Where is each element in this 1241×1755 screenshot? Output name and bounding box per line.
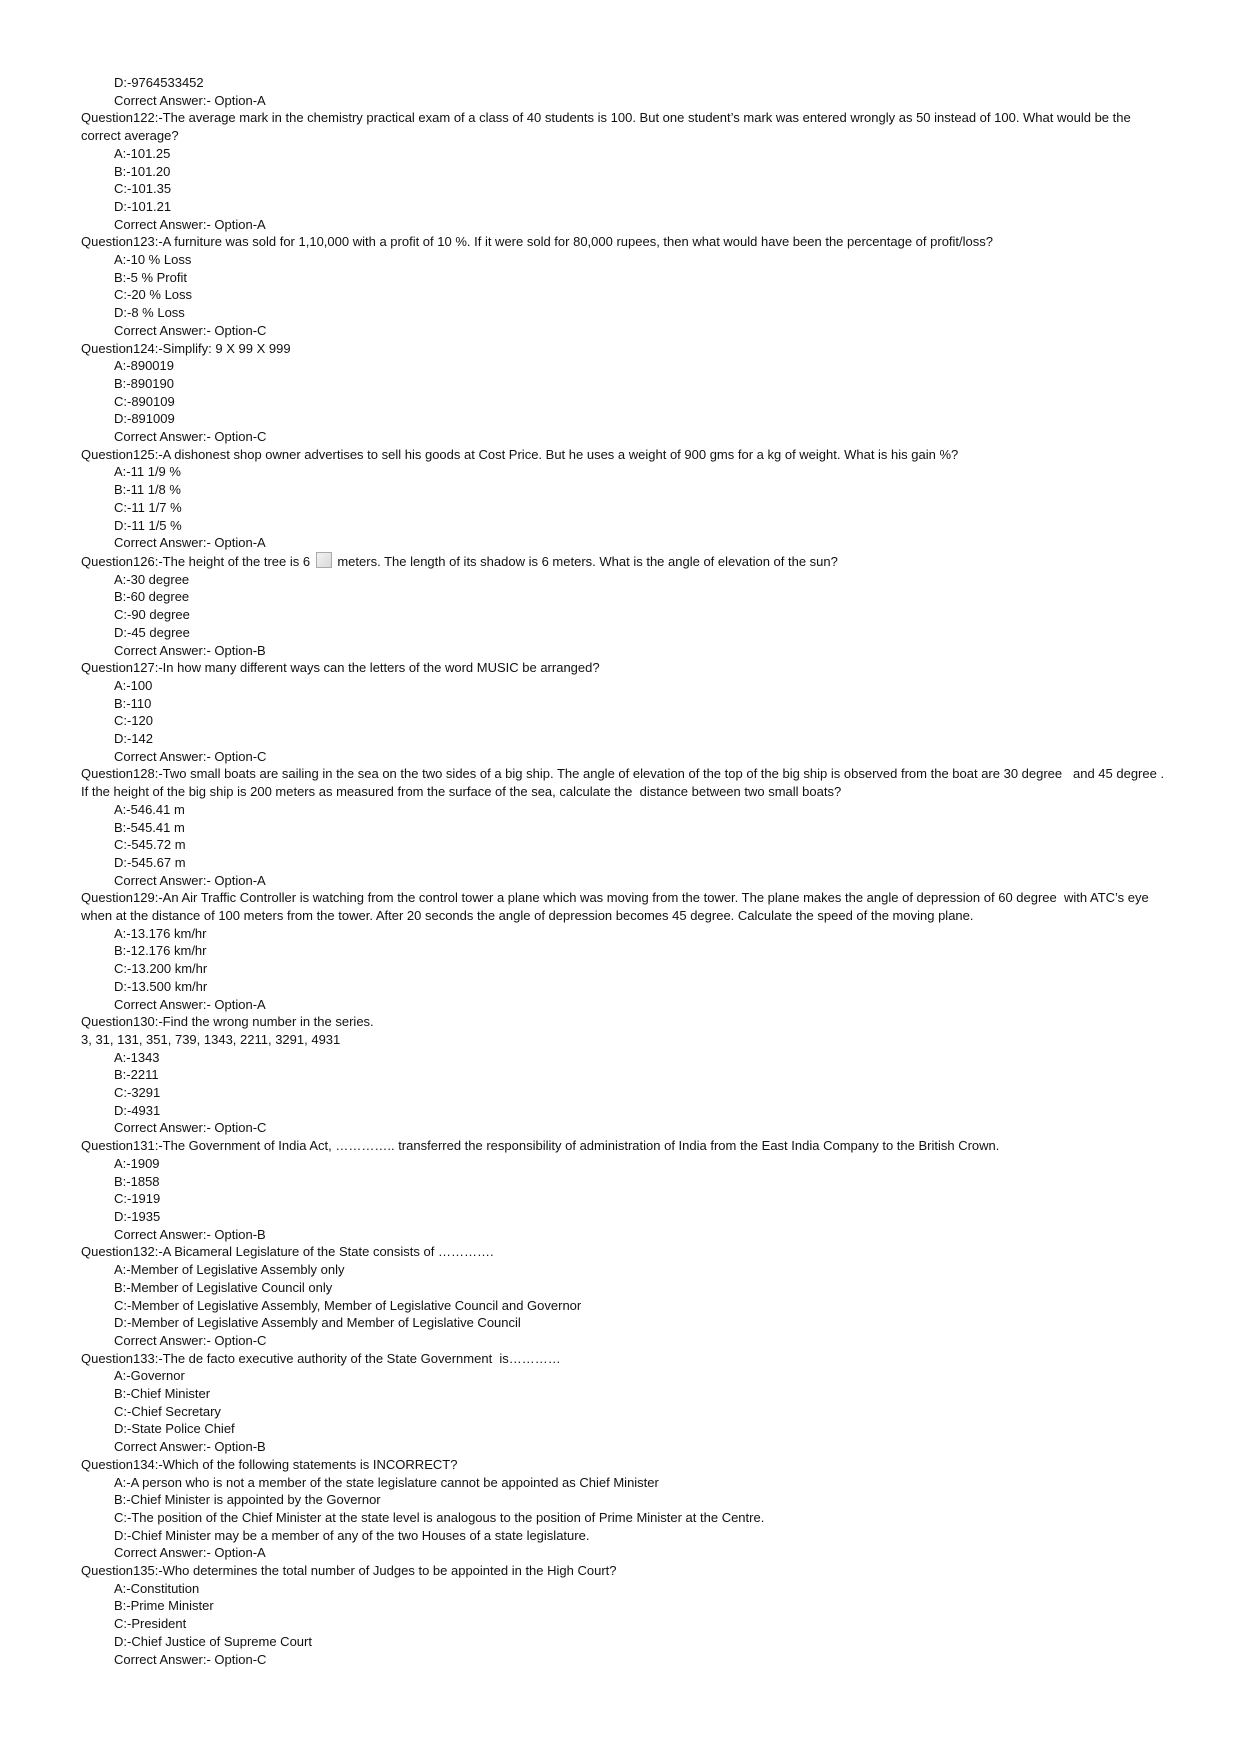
answer-option: A:-Member of Legislative Assembly only [114, 1262, 345, 1278]
answer-option: C:-545.72 m [114, 837, 186, 853]
answer-option: C:-101.35 [114, 181, 172, 197]
embedded-image-icon [316, 552, 332, 568]
answer-option: B:-101.20 [114, 163, 171, 179]
answer-option: D:-1935 [114, 1209, 161, 1224]
answer-option: B:-545.41 m [114, 819, 185, 835]
answer-option: A:-100 [114, 677, 153, 693]
questions-container [81, 109, 1171, 1668]
correct-answer: Correct Answer:- Option-C [114, 1120, 267, 1136]
question-block [81, 1013, 1171, 1137]
answer-option: D:-13.500 km/hr [114, 978, 208, 994]
question-block [81, 1137, 1171, 1243]
question-list [81, 74, 1171, 1668]
correct-answer: Correct Answer:- Option-C [114, 322, 267, 338]
correct-answer: Correct Answer:- Option-C [114, 429, 267, 445]
previous-correct-answer: Correct Answer:- Option-A [114, 92, 266, 108]
answer-option: C:-1919 [114, 1191, 161, 1207]
question-text: Question135:-Who determines the total number of Judges to be appointed in the High Court? [81, 1563, 617, 1579]
correct-answer: Correct Answer:- Option-B [114, 1439, 266, 1455]
answer-option: A:-Governor [114, 1368, 185, 1384]
answer-option: C:-13.200 km/hr [114, 961, 208, 977]
answer-option: A:-11 1/9 % [114, 464, 181, 480]
question-text: Question124:-Simplify: 9 X 99 X 999 [81, 340, 291, 356]
question-block [81, 446, 1171, 552]
correct-answer: Correct Answer:- Option-A [114, 996, 266, 1012]
previous-option-d: D:-9764533452 [114, 75, 204, 90]
question-text-start: Question126:-The height of the tree is 6 [81, 553, 311, 569]
correct-answer: Correct Answer:- Option-A [114, 216, 266, 232]
answer-option: B:-2211 [114, 1067, 159, 1083]
answer-option: A:-13.176 km/hr [114, 925, 207, 941]
question-text: Question128:-Two small boats are sailing in the sea on the two sides of a big ship. The angle of elevation of the top of the big ship is observed from the boat are 30 degree and 45 degree . If the height of the big ship is 200 meters as measured from the surface of the sea, calculate the distance between two small boats? [81, 766, 1168, 800]
answer-option: C:-The position of the Chief Minister at the state level is analogous to the position of Prime Minister at the Centre. [114, 1509, 765, 1525]
answer-option: A:-890019 [114, 358, 174, 374]
question-text: Question133:-The de facto executive authority of the State Government is………… [81, 1350, 561, 1366]
answer-option: B:-Chief Minister is appointed by the Governor [114, 1492, 381, 1508]
question-text: Question130:-Find the wrong number in the series. 3, 31, 131, 351, 739, 1343, 2211, 3291, 4931 [81, 1014, 374, 1047]
question-block [81, 552, 1171, 659]
answer-option: A:-10 % Loss [114, 252, 192, 268]
answer-option: C:-3291 [114, 1085, 161, 1101]
answer-option: B:-12.176 km/hr [114, 943, 207, 959]
answer-option: C:-President [114, 1616, 187, 1632]
answer-option: A:-101.25 [114, 145, 171, 161]
answer-option: A:-546.41 m [114, 801, 185, 817]
answer-option: D:-101.21 [114, 198, 172, 214]
answer-option: D:-Chief Minister may be a member of any of the two Houses of a state legislature. [114, 1527, 590, 1543]
question-block [81, 1562, 1171, 1668]
question-text: Question123:-A furniture was sold for 1,10,000 with a profit of 10 %. If it were sold for 80,000 rupees, then what would have been the percentage of profit/loss? [81, 234, 993, 250]
question-text: Question134:-Which of the following statements is INCORRECT? [81, 1456, 458, 1472]
answer-option: B:-Member of Legislative Council only [114, 1279, 333, 1295]
correct-answer: Correct Answer:- Option-B [114, 1226, 266, 1242]
question-block [81, 659, 1171, 765]
question-block [81, 340, 1171, 446]
answer-option: B:-Chief Minister [114, 1386, 211, 1402]
answer-option: A:-1343 [114, 1049, 160, 1065]
question-text: Question127:-In how many different ways can the letters of the word MUSIC be arranged? [81, 660, 600, 676]
answer-option: D:-545.67 m [114, 854, 186, 870]
question-block [81, 109, 1171, 233]
question-text-end: meters. The length of its shadow is 6 meters. What is the angle of elevation of the sun? [337, 553, 838, 569]
answer-option: D:-142 [114, 731, 154, 747]
correct-answer: Correct Answer:- Option-C [114, 1332, 267, 1348]
answer-option: D:-State Police Chief [114, 1421, 235, 1437]
answer-option: B:-110 [114, 695, 152, 711]
question-text: Question131:-The Government of India Act, ………….. transferred the responsibility of administration of India from the East India Company to the British Crown. [81, 1138, 1000, 1154]
answer-option: D:-11 1/5 % [114, 517, 182, 533]
answer-option: C:-120 [114, 713, 154, 729]
question-block [81, 765, 1171, 889]
correct-answer: Correct Answer:- Option-A [114, 872, 266, 888]
question-block [81, 1456, 1171, 1562]
answer-option: C:-Member of Legislative Assembly, Member of Legislative Council and Governor [114, 1297, 582, 1313]
answer-option: B:-11 1/8 % [114, 482, 181, 498]
question-block [81, 889, 1171, 1013]
answer-option: D:-8 % Loss [114, 305, 185, 321]
answer-option: B:-1858 [114, 1173, 160, 1189]
correct-answer: Correct Answer:- Option-B [114, 642, 266, 658]
correct-answer: Correct Answer:- Option-C [114, 1651, 267, 1667]
correct-answer: Correct Answer:- Option-A [114, 1545, 266, 1561]
question-block [81, 1243, 1171, 1349]
correct-answer: Correct Answer:- Option-A [114, 535, 266, 551]
answer-option: B:-Prime Minister [114, 1598, 214, 1614]
answer-option: C:-Chief Secretary [114, 1403, 221, 1419]
answer-option: C:-20 % Loss [114, 287, 193, 303]
answer-option: B:-60 degree [114, 589, 190, 605]
question-text: Question132:-A Bicameral Legislature of the State consists of …………. [81, 1244, 494, 1260]
answer-option: A:-Constitution [114, 1580, 200, 1596]
answer-option: A:-A person who is not a member of the state legislature cannot be appointed as Chief Minister [114, 1474, 659, 1490]
answer-option: B:-5 % Profit [114, 269, 187, 285]
question-block [81, 1350, 1171, 1456]
question-text [81, 552, 1171, 571]
answer-option: D:-Member of Legislative Assembly and Member of Legislative Council [114, 1315, 521, 1331]
answer-option: B:-890190 [114, 375, 174, 391]
answer-option: C:-11 1/7 % [114, 499, 182, 515]
question-text: Question129:-An Air Traffic Controller is watching from the control tower a plane which was moving from the tower. The plane makes the angle of depression of 60 degree with ATC’s eye when at the distance of 100 meters from the tower. After 20 seconds the angle of depression becomes 45 degree. Calculate the speed of the moving plane. [81, 890, 1153, 924]
answer-option: A:-30 degree [114, 571, 190, 587]
answer-option: C:-890109 [114, 393, 175, 409]
question-block [81, 233, 1171, 339]
answer-option: A:-1909 [114, 1155, 160, 1171]
correct-answer: Correct Answer:- Option-C [114, 748, 267, 764]
question-text: Question125:-A dishonest shop owner advertises to sell his goods at Cost Price. But he uses a weight of 900 gms for a kg of weight. What is his gain %? [81, 446, 959, 462]
answer-option: C:-90 degree [114, 607, 190, 623]
answer-option: D:-45 degree [114, 624, 190, 640]
answer-option: D:-891009 [114, 411, 175, 427]
question-text: Question122:-The average mark in the chemistry practical exam of a class of 40 students is 100. But one student’s mark was entered wrongly as 50 instead of 100. What would be the correct average? [81, 110, 1135, 144]
answer-option: D:-Chief Justice of Supreme Court [114, 1633, 312, 1649]
answer-option: D:-4931 [114, 1102, 161, 1118]
